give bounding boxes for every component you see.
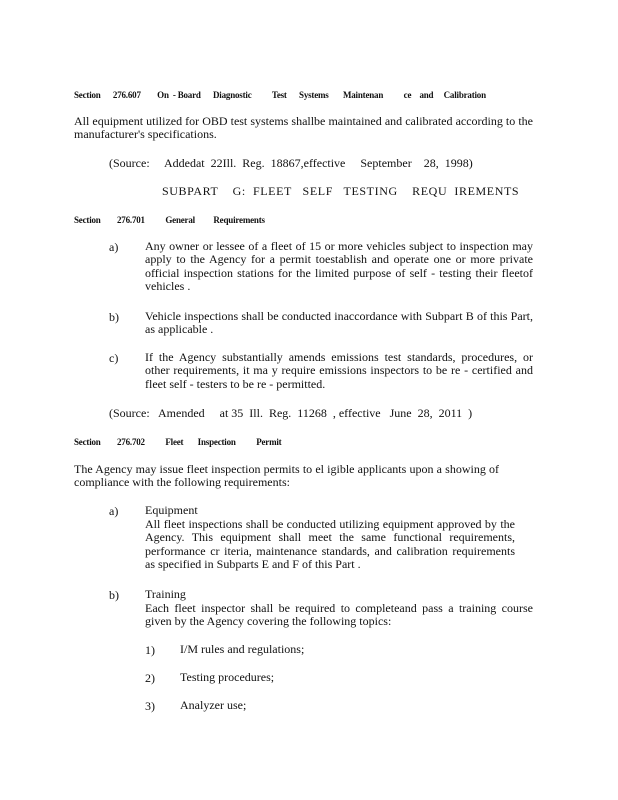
item-a-label: a): [109, 240, 119, 254]
subpart-g-title: SUBPART G: FLEET SELF TESTING REQU IREMENTS: [162, 184, 520, 198]
permit-item-a-title: Equipment: [145, 503, 198, 517]
section-276-702-intro: The Agency may issue fleet inspection permits to el igible applicants upon a showing of compliance with the following requirements:: [74, 462, 499, 490]
permit-item-b-title: Training: [145, 587, 186, 601]
topic-3-text: Analyzer use;: [180, 698, 247, 712]
topic-1-number: 1): [145, 643, 155, 657]
permit-item-b-label: b): [109, 588, 119, 602]
permit-item-b-text: Each fleet inspector shall be required to completeand pass a training course given by the Agency covering the following topics:: [145, 601, 533, 629]
permit-item-a-label: a): [109, 504, 119, 518]
item-c-label: c): [109, 351, 119, 365]
item-a-text: Any owner or lessee of a fleet of 15 or more vehicles subject to inspection may apply to the Agency for a permit toestablish and operate one or more private official inspection stations for the limited purpose of self - testing their fleetof vehicles .: [145, 239, 533, 294]
section-276-702-heading: Section 276.702 Fleet Inspection Permit: [74, 437, 282, 447]
section-276-607-source: (Source: Addedat 22Ill. Reg. 18867,effective September 28, 1998): [109, 156, 473, 170]
item-b-text: Vehicle inspections shall be conducted inaccordance with Subpart B of this Part, as applicable .: [145, 309, 533, 337]
item-c-text: If the Agency substantially amends emissions test standards, procedures, or other requirements, it ma y require emissions inspectors to be re - certified and fleet self - testers to be re - permitted.: [145, 350, 533, 391]
permit-item-a-text: All fleet inspections shall be conducted utilizing equipment approved by the Agency. This equipment shall meet the same functional requirements, performance cr iteria, maintenance standards, and calibration requirements as specified in Subparts E and F of this Part .: [145, 517, 515, 572]
section-276-701-heading: Section 276.701 General Requirements: [74, 215, 265, 225]
topic-3-number: 3): [145, 699, 155, 713]
topic-1-text: I/M rules and regulations;: [180, 642, 305, 656]
section-276-701-source: (Source: Amended at 35 Ill. Reg. 11268 , effective June 28, 2011 ): [109, 406, 473, 420]
item-b-label: b): [109, 310, 119, 324]
section-276-607-body: All equipment utilized for OBD test systems shallbe maintained and calibrated according to the manufacturer's specifications.: [74, 114, 533, 142]
topic-2-text: Testing procedures;: [180, 670, 275, 684]
section-276-607-heading: Section 276.607 On - Board Diagnostic Test Systems Maintenan ce and Calibration: [74, 90, 486, 100]
topic-2-number: 2): [145, 671, 155, 685]
